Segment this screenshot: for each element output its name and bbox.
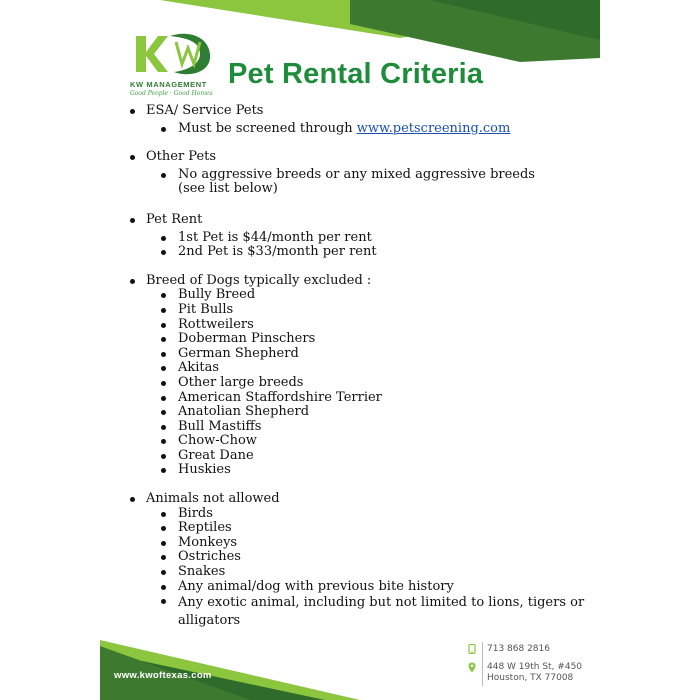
- list-item-text: Rottweilers: [178, 316, 254, 332]
- contact-block: [466, 642, 596, 690]
- list-item-text: German Shepherd: [178, 345, 299, 361]
- list-item: [146, 303, 586, 318]
- list-item-text: Chow-Chow: [178, 433, 257, 449]
- list-item: [146, 536, 586, 551]
- phone-icon: [468, 644, 476, 654]
- kw-logo-mark-icon: [130, 28, 230, 80]
- list-item-text: Ostriches: [178, 549, 241, 565]
- section-excluded-dog-breeds: [126, 274, 586, 478]
- list-item: [146, 288, 586, 303]
- list-item: [146, 507, 586, 522]
- list-item: [146, 420, 586, 435]
- list-item: [146, 580, 586, 595]
- contact-divider: [482, 642, 483, 686]
- list-item: [146, 318, 586, 333]
- kw-management-logo: [130, 28, 230, 103]
- list-item-text: American Staffordshire Terrier: [178, 389, 382, 405]
- list-item: [146, 122, 586, 137]
- list-item: [146, 361, 586, 376]
- list-item: [146, 391, 586, 406]
- list-item-text: Reptiles: [178, 520, 232, 536]
- phone-number[interactable]: 713 868 2816: [487, 644, 550, 654]
- list-item: [146, 405, 586, 420]
- list-item-text: Monkeys: [178, 534, 238, 550]
- list-item-text: Bull Mastiffs: [178, 418, 262, 434]
- list-item-text: No aggressive breeds or any mixed aggressive breeds (see list below): [178, 166, 535, 197]
- list-item-text: Doberman Pinschers: [178, 331, 316, 347]
- list-item-text: Birds: [178, 505, 213, 521]
- list-item-text: Must be screened through: [178, 120, 357, 136]
- list-item: [146, 550, 586, 565]
- list-item: [146, 521, 586, 536]
- list-item: [146, 434, 586, 449]
- list-item: [146, 376, 586, 391]
- list-item: [146, 449, 586, 464]
- petscreening-link[interactable]: www.petscreening.com: [356, 120, 511, 136]
- list-item-text: Any animal/dog with previous bite history: [178, 578, 454, 594]
- list-item: [146, 245, 586, 260]
- list-item-text: Huskies: [178, 462, 231, 478]
- list-item: [146, 347, 586, 362]
- criteria-content: [126, 104, 586, 642]
- list-item-text: Anatolian Shepherd: [178, 404, 310, 420]
- location-pin-icon: [468, 662, 476, 673]
- address-line-1: 448 W 19th St, #450: [487, 662, 583, 672]
- list-item-text: Great Dane: [178, 447, 254, 463]
- list-item-text: Pit Bulls: [178, 301, 234, 317]
- logo-company-name: KW MANAGEMENT: [130, 80, 207, 89]
- list-item-text: Bully Breed: [178, 287, 256, 303]
- list-item-text: Any exotic animal, including but not limited to lions, tigers or alligators: [178, 595, 585, 629]
- section-other-pets: [126, 150, 586, 197]
- list-item: [146, 332, 586, 347]
- list-item: [146, 463, 586, 478]
- section-esa-service-pets: [126, 104, 586, 136]
- address-line-2: Houston, TX 77008: [487, 673, 574, 683]
- page-title: Pet Rental Criteria: [228, 58, 484, 90]
- list-item: [146, 231, 586, 246]
- list-item: [146, 168, 586, 197]
- section-label: Animals not allowed: [146, 491, 280, 507]
- list-item-text: Akitas: [178, 360, 220, 376]
- logo-tagline: Good People · Good Homes: [130, 90, 213, 97]
- list-item: [146, 565, 586, 580]
- section-label: ESA/ Service Pets: [146, 103, 264, 118]
- section-animals-not-allowed: [126, 492, 586, 630]
- list-item-text: Snakes: [178, 564, 226, 580]
- website-url[interactable]: www.kwoftexas.com: [114, 670, 212, 681]
- list-item-text: 2nd Pet is $33/month per rent: [178, 244, 377, 260]
- section-label: Breed of Dogs typically excluded :: [146, 272, 372, 288]
- list-item: [146, 594, 586, 630]
- section-pet-rent: [126, 213, 586, 260]
- list-item-text: 1st Pet is $44/month per rent: [178, 229, 372, 245]
- section-label: Pet Rent: [146, 211, 203, 227]
- pet-criteria-flyer: [100, 0, 600, 700]
- list-item-text: Other large breeds: [178, 374, 304, 390]
- section-label: Other Pets: [146, 149, 217, 165]
